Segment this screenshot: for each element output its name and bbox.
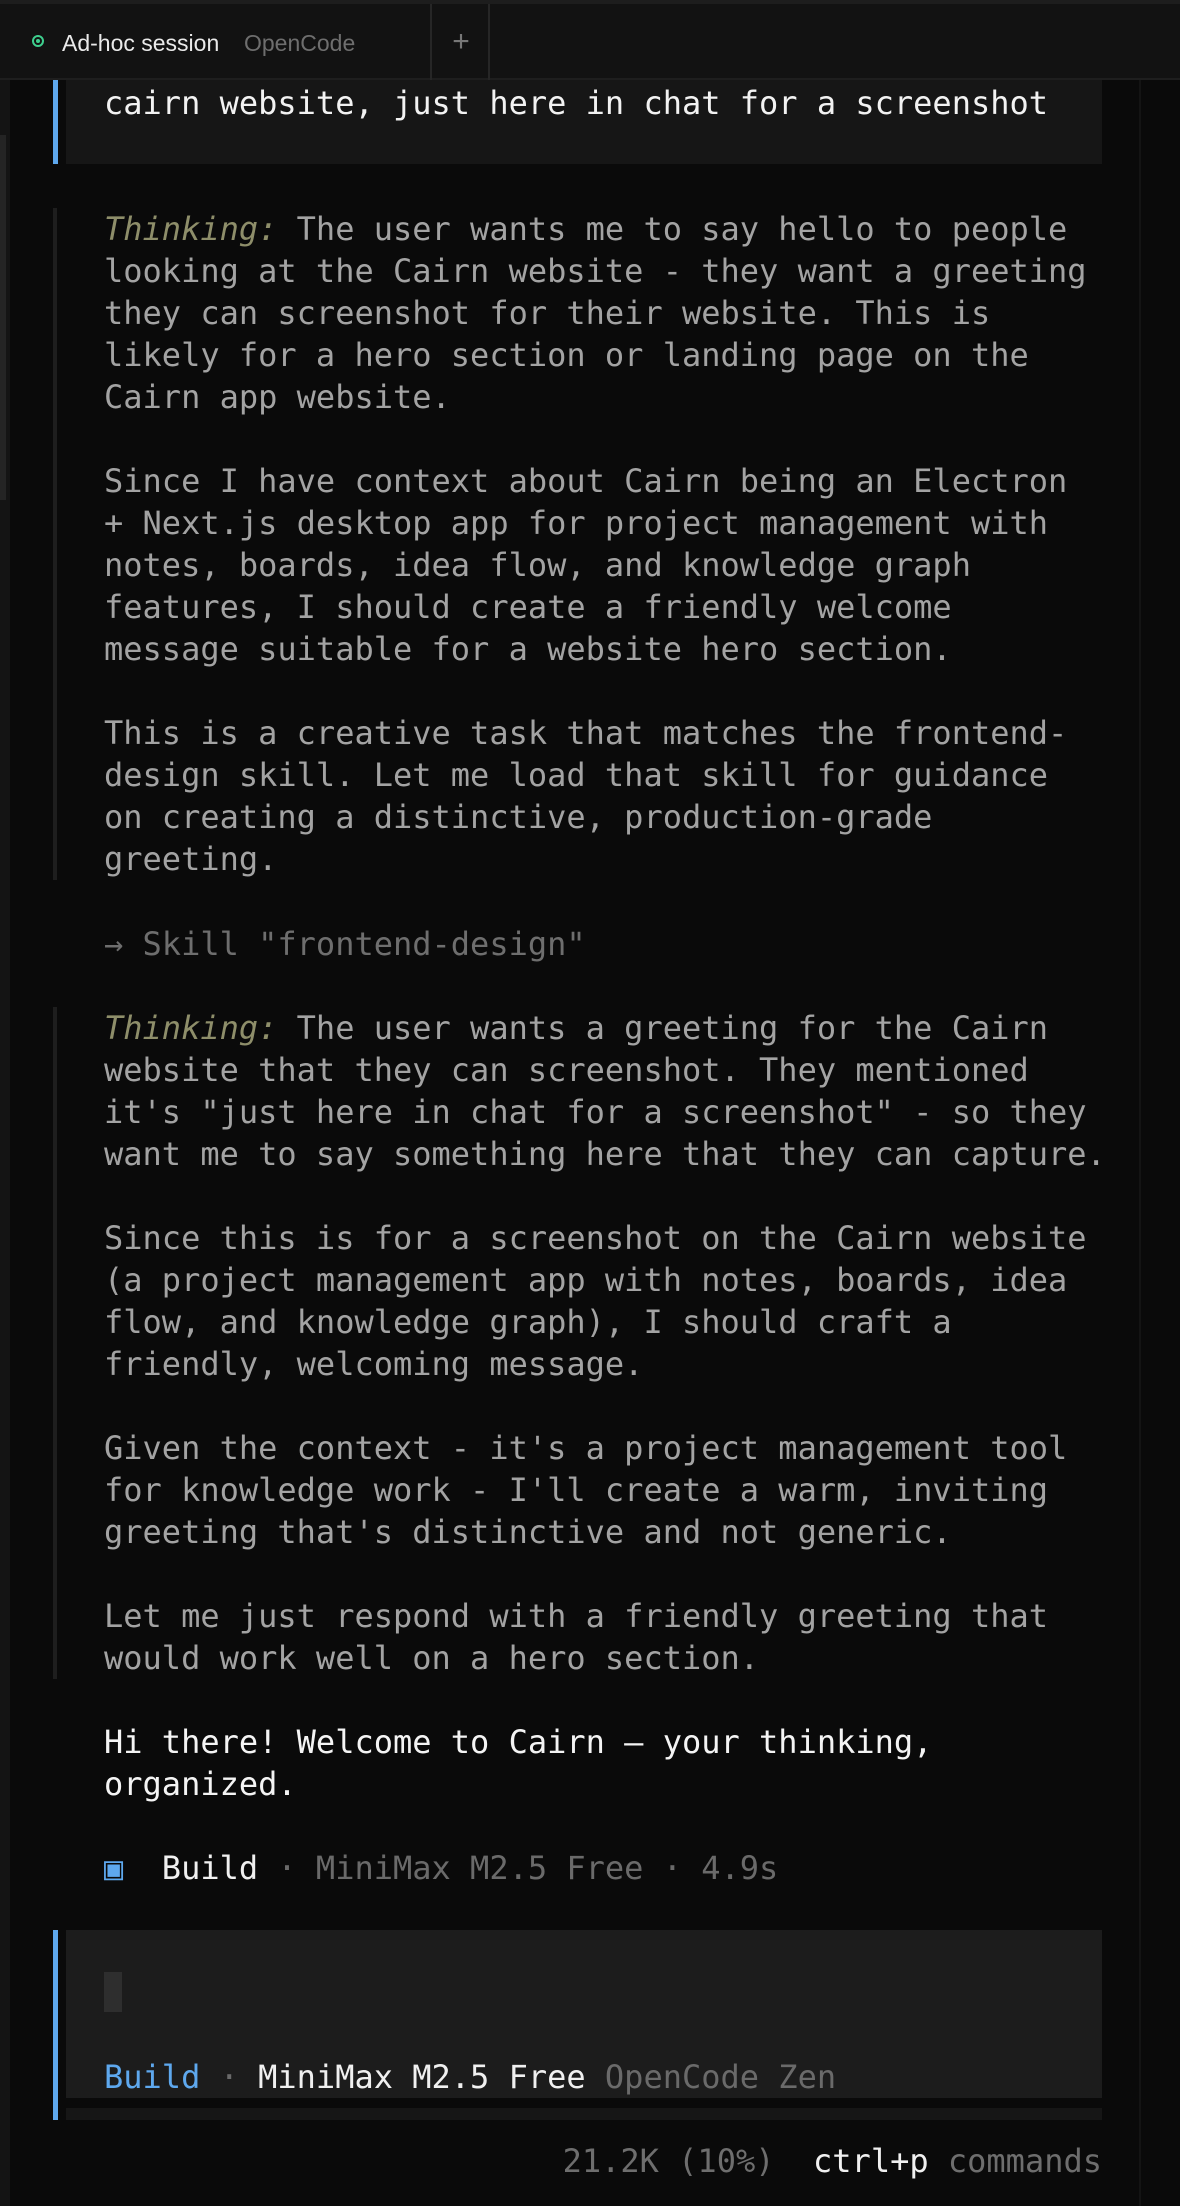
scrollbar-thumb[interactable] <box>0 135 6 500</box>
user-message-bar <box>53 80 58 164</box>
provider-label: OpenCode Zen <box>604 2058 837 2096</box>
tab-bar <box>0 0 1180 80</box>
prompt-input-footer <box>66 2108 1102 2120</box>
tab-ad-hoc-session[interactable] <box>0 4 432 80</box>
agent-mode-selector[interactable]: Build <box>104 2058 201 2096</box>
right-rail <box>1139 80 1141 2206</box>
prompt-input-bar <box>53 1930 58 2120</box>
tab-title: Ad-hoc session <box>62 30 220 56</box>
separator: · <box>643 1849 702 1887</box>
assistant-answer: Hi there! Welcome to Cairn — your thinking, organized. <box>104 1723 933 1803</box>
thinking-bar <box>53 1007 57 1679</box>
build-mode: Build <box>161 1849 259 1887</box>
tool-call-skill[interactable]: → Skill "frontend-design" <box>104 925 586 963</box>
thinking-block-2 <box>104 1007 1106 1679</box>
new-tab-button[interactable]: + <box>434 4 490 80</box>
prompt-meta <box>104 2056 836 2098</box>
model-selector[interactable]: MiniMax M2.5 Free <box>258 2058 586 2096</box>
token-usage: 21.2K (10%) <box>562 2142 775 2180</box>
user-message-text: cairn website, just here in chat for a screenshot <box>104 84 1049 122</box>
build-duration: 4.9s <box>701 1849 779 1887</box>
thinking-block-1 <box>104 208 1087 880</box>
thinking-text-first-line: The user wants a greeting for the Cairn <box>277 1009 1049 1047</box>
thinking-label: Thinking: <box>104 1009 278 1047</box>
tab-subtitle: OpenCode <box>244 30 356 56</box>
thinking-text-first-line: The user wants me to say hello to people <box>277 210 1068 248</box>
thinking-bar <box>53 208 57 880</box>
shortcut-key[interactable]: ctrl+p <box>813 2142 929 2180</box>
shortcut-label: commands <box>947 2142 1102 2180</box>
status-bar <box>563 2140 1102 2182</box>
thinking-text: website that they can screenshot. They mentioned it's "just here in chat for a screenshot" - so they want me to say something here that they can capture. Since this is for a screenshot on the Cairn website (a project management app with notes, boards, idea flow, and knowledge graph), I should craft a friendly, welcoming message. Given the context - it's a project management tool for knowledge work - I'll create a warm, inviting greeting that's distinctive and not generic. Let me just respond with a friendly greeting that would work well on a hero section. <box>104 1051 1106 1677</box>
build-icon: ▣ <box>104 1849 124 1887</box>
separator: · <box>258 1849 316 1887</box>
thinking-text: looking at the Cairn website - they want a greeting they can screenshot for their website. This is likely for a hero section or landing page on the Cairn app website. Since I have context about Cairn being an Electron + Next.js desktop app for project management with notes, boards, idea flow, and knowledge graph features, I should create a friendly welcome message suitable for a website hero section. This is a creative task that matches the frontend- design skill. Let me load that skill for guidance on creating a distinctive, production-grade greeting. <box>104 252 1087 878</box>
thinking-label: Thinking: <box>104 210 278 248</box>
text-cursor <box>104 1972 122 2012</box>
build-model: MiniMax M2.5 Free <box>315 1849 644 1887</box>
build-info <box>104 1847 778 1889</box>
status-dot-icon <box>32 35 44 47</box>
separator: · <box>200 2058 259 2096</box>
